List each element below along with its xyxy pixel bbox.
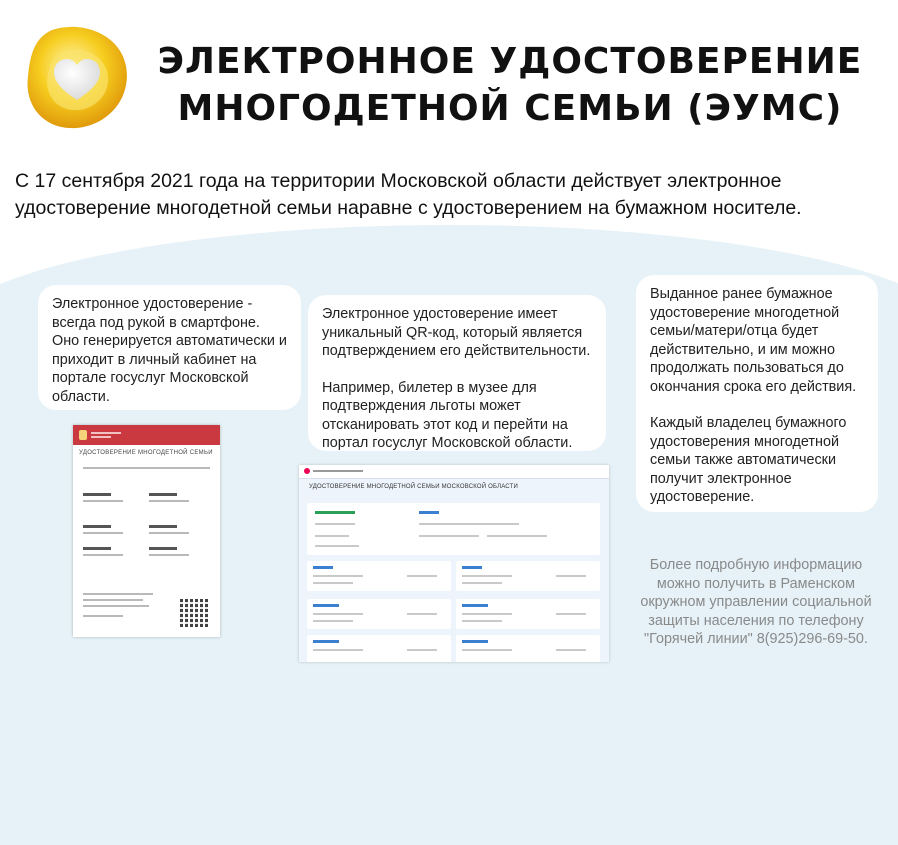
bubble-left-text: Электронное удостоверение - всегда под рукой в смартфоне. Оно генерируется автоматически и приходит в личный кабинет на портале госуслуг Московской области.	[52, 296, 287, 405]
portal-line	[556, 575, 586, 577]
heart-logo	[22, 22, 132, 132]
portal-line	[407, 613, 437, 615]
portal-line	[419, 523, 519, 525]
portal-screenshot-image	[299, 465, 609, 662]
portal-main-card	[307, 503, 600, 555]
portal-line	[462, 575, 512, 577]
portal-label	[313, 566, 333, 569]
portal-label	[419, 511, 439, 514]
paper-certificate-header	[73, 425, 220, 445]
portal-label	[462, 640, 488, 643]
paper-line	[83, 532, 123, 534]
portal-label	[462, 566, 482, 569]
portal-topbar	[299, 465, 609, 479]
portal-line	[462, 620, 502, 622]
header-line	[91, 432, 121, 434]
bubble-right-text-2: Каждый владелец бумажного удостоверения многодетной семьи также автоматически получит электронное удостоверение.	[650, 415, 847, 505]
paper-line	[149, 547, 177, 550]
portal-line	[313, 649, 363, 651]
paper-line	[83, 493, 111, 496]
portal-line	[313, 620, 353, 622]
paper-line	[83, 615, 123, 617]
bubble-middle-text-2: Например, билетер в музее для подтверждения льготы может отсканировать этот код и перейти на портал госуслуг Московской области.	[322, 379, 573, 451]
paper-line	[83, 599, 143, 601]
info-bubble-left	[38, 285, 301, 410]
portal-person-card	[456, 561, 600, 591]
status-bar	[315, 511, 355, 514]
title-line-1: ЭЛЕКТРОННОЕ УДОСТОВЕРЕНИЕ	[157, 41, 863, 82]
paper-line	[149, 554, 189, 556]
info-bubble-middle	[308, 295, 606, 451]
portal-line	[419, 535, 479, 537]
qr-code-overlay	[180, 599, 208, 627]
paper-line	[83, 467, 210, 469]
paper-line	[83, 500, 123, 502]
portal-line	[462, 613, 512, 615]
portal-child-card	[307, 635, 451, 662]
paper-certificate-title: УДОСТОВЕРЕНИЕ МНОГОДЕТНОЙ СЕМЬИ	[79, 450, 213, 456]
bubble-right-text-1: Выданное ранее бумажное удостоверение многодетной семьи/матери/отца будет действительно, и им можно продолжать пользоваться до окончания срока его действия.	[650, 286, 857, 395]
intro-text: С 17 сентября 2021 года на территории Московской области действует электронное удостоверение многодетной семьи наравне с удостоверением на бумажном носителе.	[15, 170, 802, 219]
info-bubble-right	[636, 275, 878, 512]
bubble-middle-text-1: Электронное удостоверение имеет уникальный QR-код, который является подтверждением его действительности.	[322, 306, 591, 359]
portal-line	[315, 545, 359, 547]
portal-line	[407, 649, 437, 651]
portal-line	[556, 613, 586, 615]
portal-line	[313, 613, 363, 615]
paper-certificate-image	[73, 425, 220, 637]
portal-line	[407, 575, 437, 577]
paper-line	[83, 593, 153, 595]
paper-line	[149, 493, 177, 496]
portal-line	[315, 535, 349, 537]
portal-label	[462, 604, 488, 607]
portal-person-card	[307, 561, 451, 591]
portal-line	[315, 523, 355, 525]
coat-of-arms-icon	[79, 430, 87, 440]
portal-child-card	[456, 599, 600, 629]
portal-header-line	[313, 470, 363, 472]
portal-line	[556, 649, 586, 651]
paper-line	[83, 525, 111, 528]
contact-info-text: Более подробную информацию можно получить в Раменском окружном управлении социальной защиты населения по телефону "Горячей линии" 8(925)296-69-50.	[640, 557, 872, 647]
portal-line	[313, 582, 353, 584]
portal-label	[313, 604, 339, 607]
portal-child-card	[456, 635, 600, 662]
paper-line	[83, 605, 149, 607]
portal-line	[462, 649, 512, 651]
portal-line	[462, 582, 502, 584]
portal-child-card	[307, 599, 451, 629]
page-title	[140, 38, 880, 132]
portal-line	[313, 575, 363, 577]
portal-line	[487, 535, 547, 537]
portal-logo-icon	[304, 468, 310, 474]
paper-line	[149, 500, 189, 502]
paper-line	[83, 547, 111, 550]
paper-line	[149, 525, 177, 528]
paper-line	[83, 554, 123, 556]
portal-title: УДОСТОВЕРЕНИЕ МНОГОДЕТНОЙ СЕМЬИ МОСКОВСКОЙ ОБЛАСТИ	[309, 484, 519, 490]
portal-label	[313, 640, 339, 643]
header-line	[91, 436, 111, 438]
paper-line	[149, 532, 189, 534]
title-line-2: МНОГОДЕТНОЙ СЕМЬИ (ЭУМС)	[177, 88, 843, 129]
